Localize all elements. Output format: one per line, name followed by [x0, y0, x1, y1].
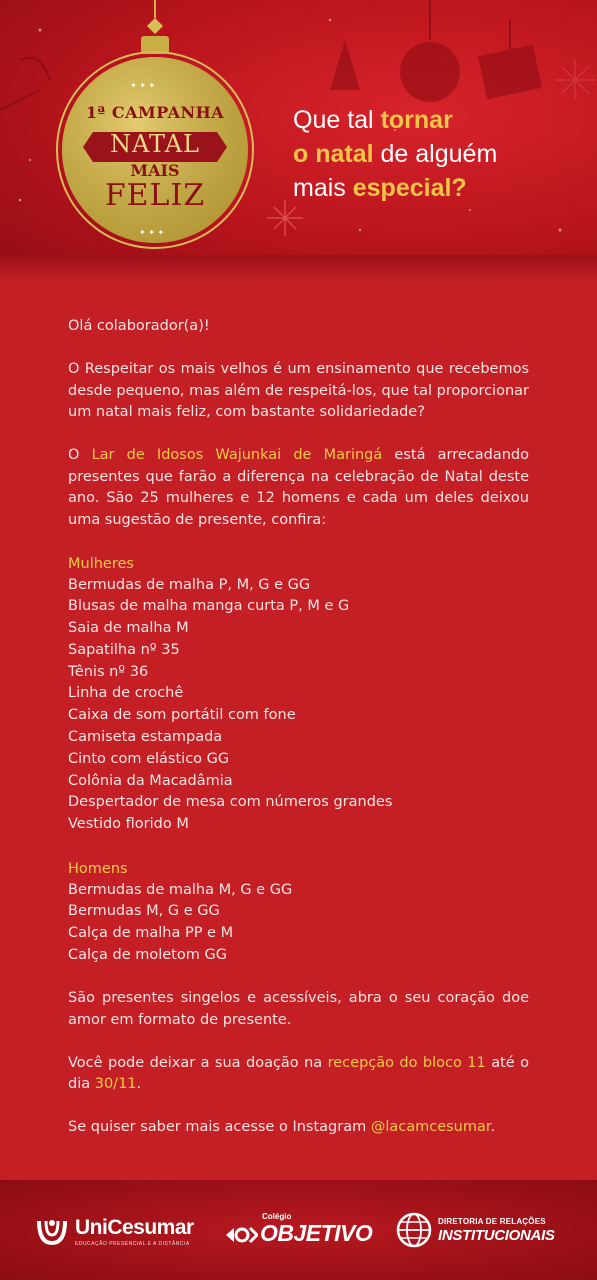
footer-logos [0, 1180, 597, 1280]
text-run: O [68, 447, 92, 463]
list-item: Saia de malha M [68, 620, 189, 637]
unicesumar-name: UniCesumar [75, 1216, 194, 1239]
greeting: Olá colaborador(a)! [68, 318, 210, 334]
dri-logo [396, 1210, 566, 1250]
unicesumar-logo [35, 1210, 205, 1250]
headline [293, 103, 583, 205]
list-item: Colônia da Macadâmia [68, 772, 233, 789]
svg-text:✦ ✦ ✦: ✦ ✦ ✦ [139, 228, 165, 237]
list-item: Blusas de malha manga curta P, M e G [68, 598, 350, 615]
donation-info [68, 1053, 529, 1096]
campaign-edition: 1ª CAMPANHA [85, 103, 225, 122]
list-item: Bermudas M, G e GG [68, 903, 220, 920]
headline-accent: o natal [293, 140, 374, 168]
intro-paragraph: O Respeitar os mais velhos é um ensinamento que recebemos desde pequeno, mas além de respeitá-los, que tal proporcionar um natal mais feliz, com bastante solidariedade? [68, 361, 529, 420]
list-item: Cinto com elástico GG [68, 750, 230, 767]
header-divider [0, 255, 597, 283]
headline-accent: especial? [352, 174, 467, 202]
headline-part: Que tal [293, 106, 381, 134]
message-body [68, 316, 529, 1139]
list-item: Camiseta estampada [68, 729, 223, 746]
unicesumar-tagline: EDUCAÇÃO PRESENCIAL E A DISTÂNCIA [75, 1241, 190, 1247]
lar-name: Lar de Idosos Wajunkai de Maringá [91, 447, 383, 463]
objetivo-logo [224, 1212, 374, 1252]
list-item: Caixa de som portátil com fone [68, 707, 296, 724]
list-item: Sapatilha nº 35 [68, 641, 180, 658]
gifts-note: São presentes singelos e acessíveis, abra o seu coração doe amor em formato de presente. [68, 990, 529, 1028]
dri-name: INSTITUCIONAIS [438, 1227, 555, 1244]
list-item: Bermudas de malha M, G e GG [68, 881, 293, 898]
campaign-banner [0, 0, 597, 283]
women-section-title: Mulheres [68, 555, 134, 572]
campaign-title-feliz: FELIZ [104, 178, 206, 213]
list-item: Vestido florido M [68, 816, 189, 833]
list-item: Tênis nº 36 [68, 663, 149, 680]
text-run: Você pode deixar a sua doação na [68, 1054, 328, 1071]
headline-part: de alguém [373, 140, 498, 168]
women-gift-list [68, 575, 529, 837]
list-item: Bermudas de malha P, M, G e GG [68, 576, 311, 593]
lar-paragraph [68, 445, 529, 531]
headline-part: mais [293, 174, 353, 202]
list-item: Linha de crochê [68, 685, 184, 702]
objetivo-icon [224, 1224, 258, 1246]
objetivo-name: OBJETIVO [260, 1220, 373, 1246]
text-run: . [136, 1076, 142, 1093]
text-run: Se quiser saber mais acesse o Instagram [68, 1119, 371, 1136]
unicesumar-icon [35, 1213, 69, 1247]
text-run: está arrecadando presentes que farão a diferença na celebração de Natal deste ano. São 25 mulheres e 12 homens e cada um deles deixou uma sugestão de presente, confira: [68, 447, 529, 528]
campaign-title-natal: NATAL [110, 130, 200, 158]
instagram-info [68, 1117, 529, 1139]
text-run: . [490, 1119, 496, 1136]
text-run: até o dia [68, 1054, 529, 1093]
dri-subtitle: DIRETORIA DE RELAÇÕES [438, 1217, 546, 1226]
men-section-title: Homens [68, 860, 128, 877]
donation-date: 30/11 [94, 1076, 137, 1093]
list-item: Calça de moletom GG [68, 946, 227, 963]
men-gift-list [68, 880, 529, 967]
headline-accent: tornar [380, 106, 453, 134]
svg-text:✦ ✦ ✦: ✦ ✦ ✦ [130, 81, 156, 90]
list-item: Calça de malha PP e M [68, 925, 234, 942]
campaign-title-mais: MAIS [130, 161, 180, 180]
objetivo-colegio: Colégio [262, 1212, 292, 1221]
globe-icon [396, 1212, 432, 1248]
donation-place: recepção do bloco 11 [327, 1054, 486, 1071]
list-item: Despertador de mesa com números grandes [68, 794, 393, 811]
instagram-link[interactable]: @lacamcesumar [370, 1119, 491, 1136]
